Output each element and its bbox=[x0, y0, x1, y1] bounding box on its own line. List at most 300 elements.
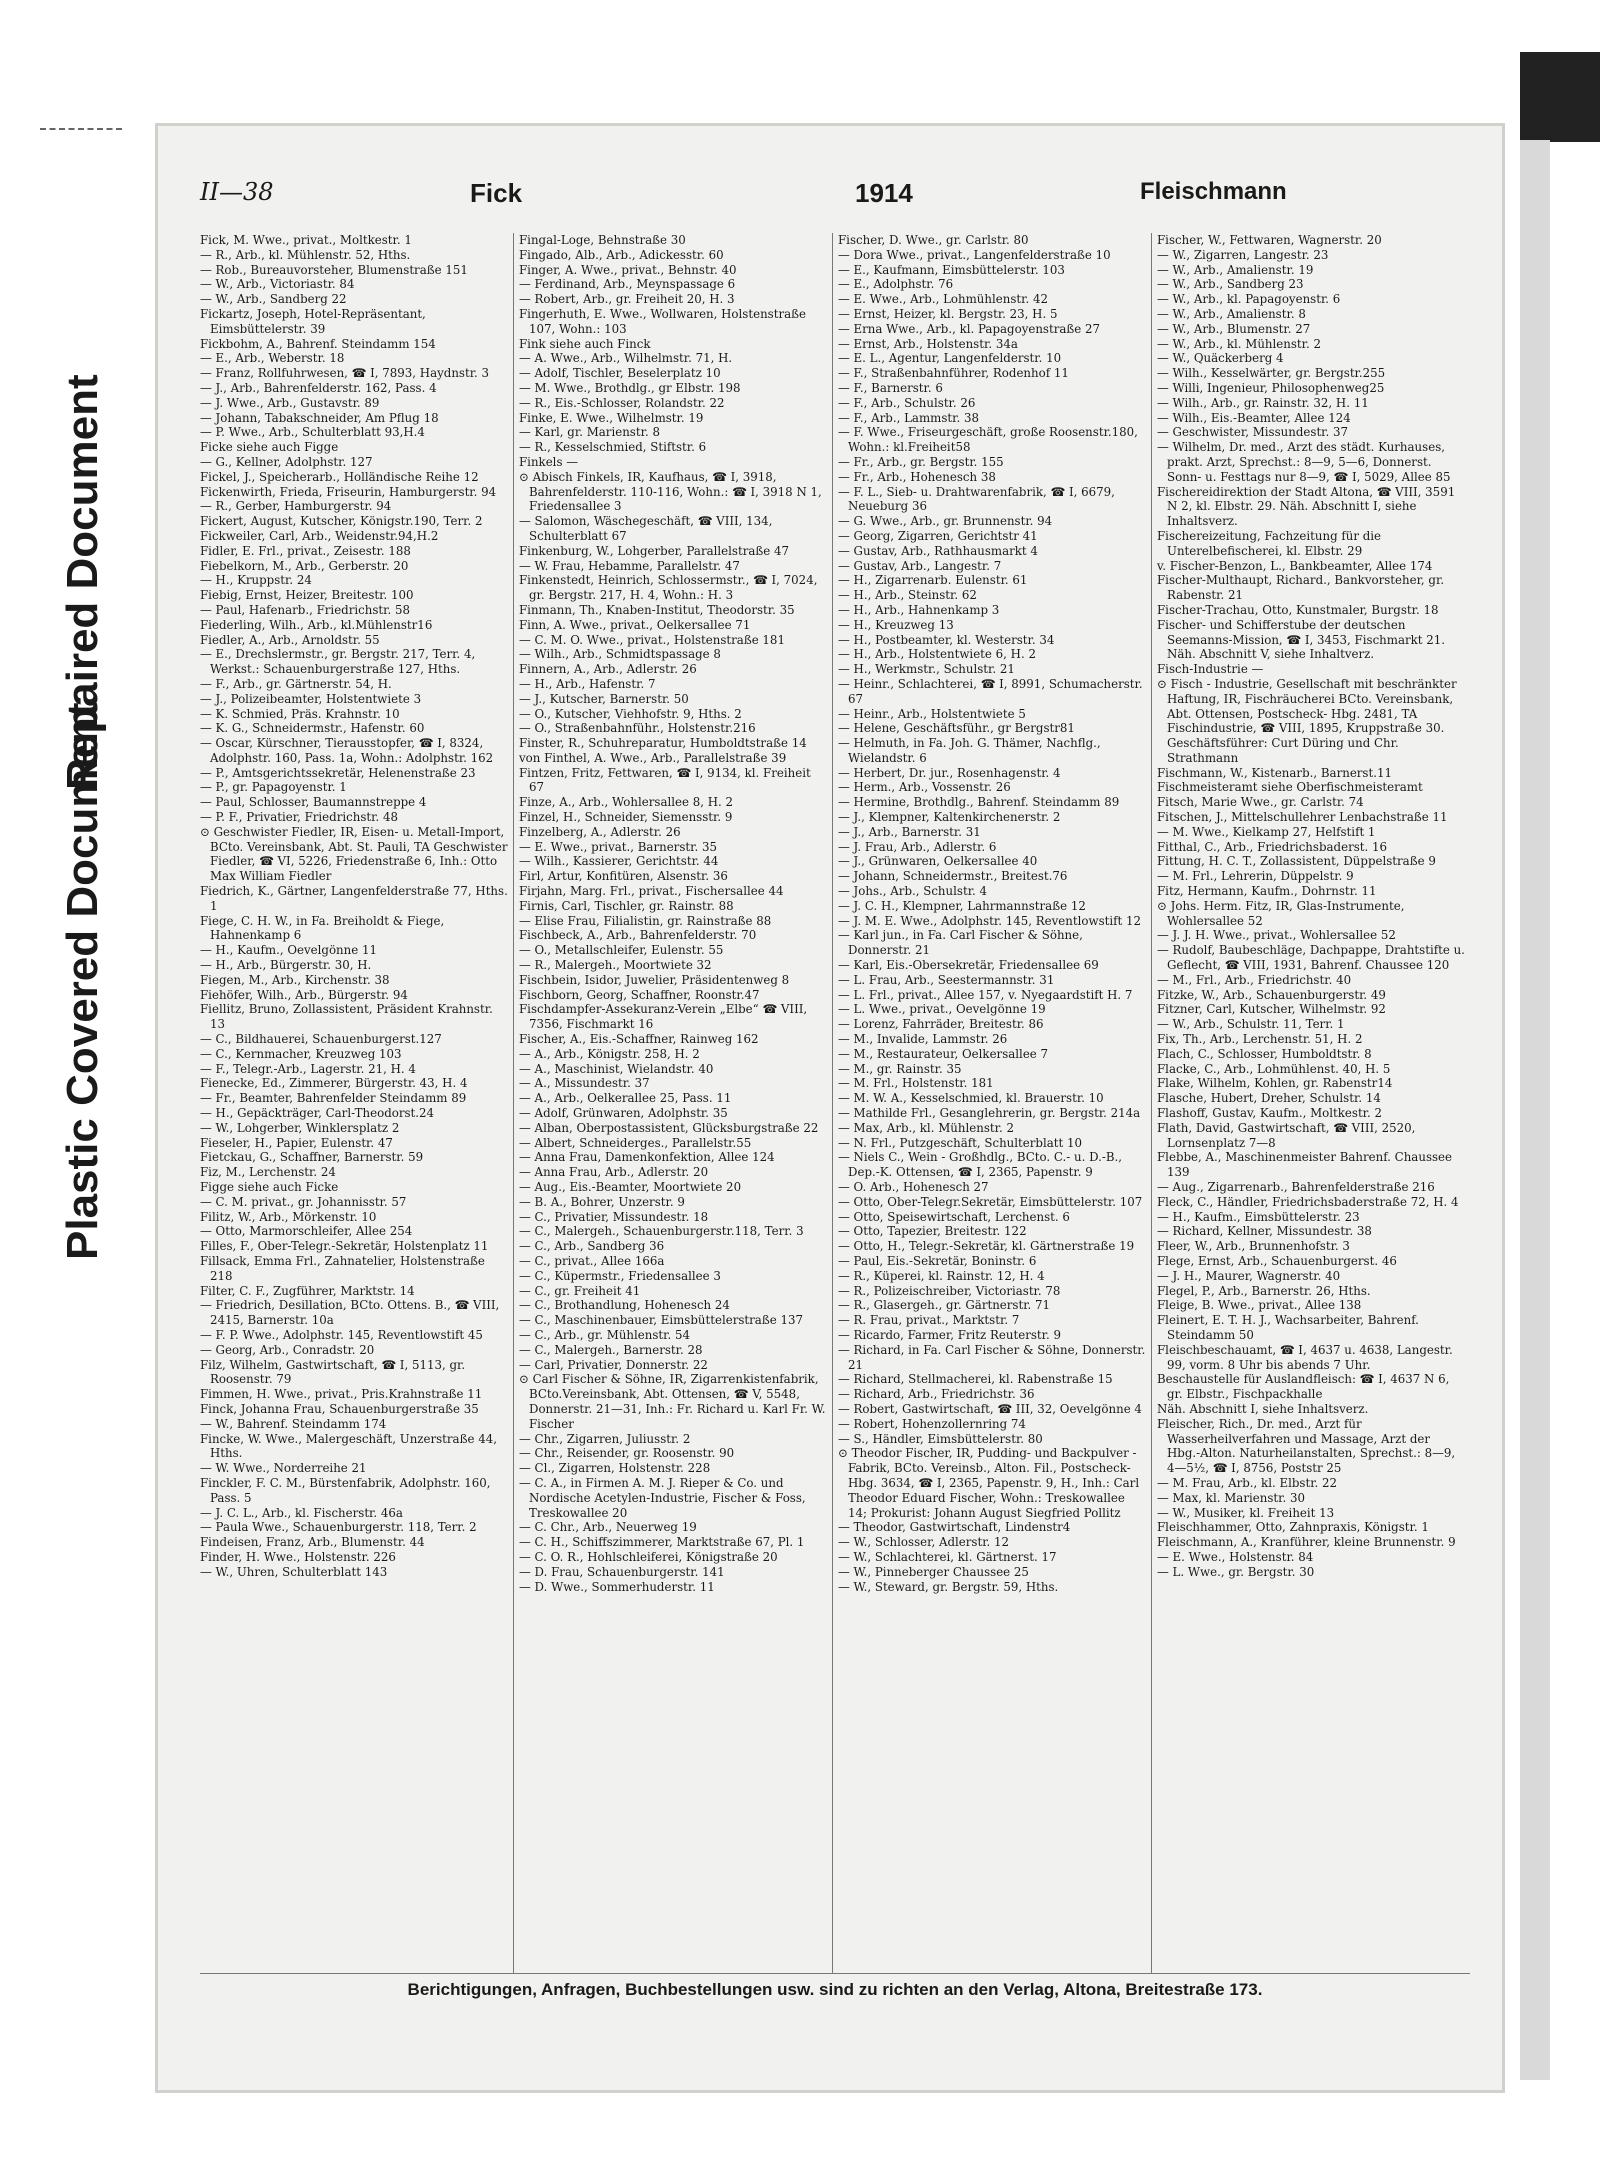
directory-entry: — C., Maschinenbauer, Eimsbüttelerstraße 137 bbox=[519, 1313, 803, 1328]
directory-entry: — Fr., Arb., gr. Bergstr. 155 bbox=[838, 454, 1004, 469]
directory-entry: — H., Gepäckträger, Carl-Theodorst.24 bbox=[200, 1106, 435, 1121]
directory-entry: — Lorenz, Fahrräder, Breitestr. 86 bbox=[838, 1017, 1044, 1032]
directory-entry: Flasche, Hubert, Dreher, Schulstr. 14 bbox=[1157, 1091, 1381, 1106]
directory-entry: — F., Arb., Schulstr. 26 bbox=[838, 395, 976, 410]
directory-entry: — Dora Wwe., privat., Langenfelderstraße 10 bbox=[838, 247, 1111, 262]
directory-entry: Finnern, A., Arb., Adlerstr. 26 bbox=[519, 662, 697, 677]
directory-entry: — C. M. privat., gr. Johannisstr. 57 bbox=[200, 1194, 407, 1209]
directory-entry: — C. O. R., Hohlschleiferei, Königstraße 20 bbox=[519, 1549, 778, 1564]
directory-entry: Finkels — bbox=[519, 454, 579, 469]
directory-entry: Finster, R., Schuhreparatur, Humboldtstraße 14 bbox=[519, 736, 807, 751]
directory-entry: Flacke, C., Arb., Lohmühlenst. 40, H. 5 bbox=[1157, 1061, 1391, 1076]
directory-entry: — Aug., Eis.-Beamter, Moortwiete 20 bbox=[519, 1180, 742, 1194]
directory-entry: — W., Arb., Sandberg 23 bbox=[1157, 277, 1304, 292]
directory-entry: — M., Restaurateur, Oelkersallee 7 bbox=[838, 1046, 1049, 1061]
directory-entry: Fischmeisteramt siehe Oberfischmeisteramt bbox=[1157, 780, 1423, 795]
directory-entry: — F., Straßenbahnführer, Rodenhof 11 bbox=[838, 366, 1069, 381]
directory-entry: — Mathilde Frl., Gesanglehrerin, gr. Bergstr. 214a bbox=[838, 1106, 1141, 1121]
directory-entry: — Ernst, Arb., Holstenstr. 34a bbox=[838, 336, 1018, 351]
directory-entry: — M. W. A., Kesselschmied, kl. Brauerstr. 10 bbox=[838, 1091, 1104, 1106]
directory-entry: Fischmann, W., Kistenarb., Barnerst.11 bbox=[1157, 765, 1392, 780]
directory-entry: — P., Amtsgerichtssekretär, Helenenstraße 23 bbox=[200, 765, 476, 780]
directory-entry: — M. Frl., Lehrerin, Düppelstr. 9 bbox=[1157, 869, 1354, 884]
directory-entry: — Albert, Schneiderges., Parallelstr.55 bbox=[519, 1135, 752, 1150]
directory-entry: Fincke, W. Wwe., Malergeschäft, Unzerstraße 44, Hths. bbox=[200, 1431, 497, 1461]
directory-entry: — F., Arb., Lammstr. 38 bbox=[838, 410, 979, 425]
directory-entry: Fieseler, H., Papier, Eulenstr. 47 bbox=[200, 1135, 393, 1150]
directory-entry: — J. J. H. Wwe., privat., Wohlersallee 52 bbox=[1157, 928, 1396, 943]
directory-entry: — H., Kreuzweg 13 bbox=[838, 617, 954, 632]
directory-entry: Fiebelkorn, M., Arb., Gerberstr. 20 bbox=[200, 558, 409, 573]
directory-entry: — Paula Wwe., Schauenburgerstr. 118, Terr. 2 bbox=[200, 1520, 477, 1535]
directory-entry: — M., Invalide, Lammstr. 26 bbox=[838, 1032, 1008, 1047]
directory-entry: — E., Adolphstr. 76 bbox=[838, 277, 954, 292]
column-1 bbox=[200, 233, 508, 1973]
directory-entry: Fingal-Loge, Behnstraße 30 bbox=[519, 233, 686, 247]
directory-entry: Flake, Wilhelm, Kohlen, gr. Rabenstr14 bbox=[1157, 1076, 1393, 1091]
directory-entry: — E., Drechslermstr., gr. Bergstr. 217, Terr. 4, Werkst.: Schauenburgerstraße 127, Hths. bbox=[200, 647, 476, 677]
directory-entry: Fitschen, J., Mittelschullehrer Lenbachstraße 11 bbox=[1157, 810, 1448, 825]
directory-entry: — Gustav, Arb., Langestr. 7 bbox=[838, 558, 1002, 573]
directory-entry: — Chr., Reisender, gr. Roosenstr. 90 bbox=[519, 1446, 735, 1461]
directory-entry: Fischer-Multhaupt, Richard., Bankvorsteher, gr. Rabenstr. 21 bbox=[1157, 573, 1445, 603]
directory-entry: Fiellitz, Bruno, Zollassistent, Präsident Krahnstr. 13 bbox=[200, 1002, 493, 1032]
directory-entry: — K. G., Schneidermstr., Hafenstr. 60 bbox=[200, 721, 425, 736]
directory-entry: — R., Kesselschmied, Stiftstr. 6 bbox=[519, 440, 707, 455]
directory-entry: — Wilh., Arb., gr. Rainstr. 32, H. 11 bbox=[1157, 395, 1369, 410]
directory-entry: — P. Wwe., Arb., Schulterblatt 93,H.4 bbox=[200, 425, 425, 440]
directory-entry: Fickel, J., Speicherarb., Holländische Reihe 12 bbox=[200, 469, 479, 484]
entry-columns bbox=[200, 233, 1470, 1973]
directory-entry: Fietckau, G., Schaffner, Barnerstr. 59 bbox=[200, 1150, 424, 1165]
directory-entry: — Otto, Speisewirtschaft, Lerchenst. 6 bbox=[838, 1209, 1070, 1224]
directory-entry: — Wilhelm, Dr. med., Arzt des städt. Kurhauses, prakt. Arzt, Sprechst.: 8—9, 5—6, Donnerst. Sonn- u. Festtags nur 8—9, ☎ I, 5029, Allee 85 bbox=[1157, 440, 1451, 484]
directory-entry: Finder, H. Wwe., Holstenstr. 226 bbox=[200, 1549, 396, 1564]
directory-entry: — C., Bildhauerei, Schauenburgerst.127 bbox=[200, 1032, 442, 1047]
directory-entry: — N. Frl., Putzgeschäft, Schulterblatt 10 bbox=[838, 1135, 1083, 1150]
directory-entry: — Elise Frau, Filialistin, gr. Rainstraße 88 bbox=[519, 913, 772, 928]
directory-entry: — C., Malergeh., Barnerstr. 28 bbox=[519, 1342, 703, 1357]
directory-entry: — A., Arb., Königstr. 258, H. 2 bbox=[519, 1046, 700, 1061]
directory-entry: — W., Musiker, kl. Freiheit 13 bbox=[1157, 1505, 1335, 1520]
directory-entry: — Wilh., Kassierer, Gerichtstr. 44 bbox=[519, 854, 719, 869]
directory-entry: — H., Werkmstr., Schulstr. 21 bbox=[838, 662, 1015, 677]
directory-entry: — W., Bahrenf. Steindamm 174 bbox=[200, 1416, 387, 1431]
directory-entry: Fickbohm, A., Bahrenf. Steindamm 154 bbox=[200, 336, 436, 351]
directory-entry: Fiege, C. H. W., in Fa. Breiholdt & Fiege, Hahnenkamp 6 bbox=[200, 913, 445, 943]
directory-entry: Finke, E. Wwe., Wilhelmstr. 19 bbox=[519, 410, 704, 425]
directory-entry: — Richard, Kellner, Missundestr. 38 bbox=[1157, 1224, 1372, 1239]
directory-entry: — M., gr. Rainstr. 35 bbox=[838, 1061, 962, 1076]
directory-entry: — J. H., Maurer, Wagnerstr. 40 bbox=[1157, 1268, 1341, 1283]
plastic-covered-label: Plastic Covered Document bbox=[58, 702, 107, 1260]
directory-entry: — Wilh., Eis.-Beamter, Allee 124 bbox=[1157, 410, 1351, 425]
directory-entry: Finger, A. Wwe., privat., Behnstr. 40 bbox=[519, 262, 737, 277]
directory-entry: Flebbe, A., Maschinenmeister Bahrenf. Chaussee 139 bbox=[1157, 1150, 1453, 1180]
directory-entry: — L. Wwe., gr. Bergstr. 30 bbox=[1157, 1564, 1315, 1579]
directory-entry: Firnis, Carl, Tischler, gr. Rainstr. 88 bbox=[519, 898, 734, 913]
directory-entry: Flege, Ernst, Arb., Schauenburgerst. 46 bbox=[1157, 1253, 1397, 1268]
directory-entry: Filter, C. F., Zugführer, Marktstr. 14 bbox=[200, 1283, 415, 1298]
directory-entry: ⊙ Abisch Finkels, IR, Kaufhaus, ☎ I, 3918, Bahrenfelderstr. 110-116, Wohn.: ☎ I, 3918 N 1, Friedensallee 3 bbox=[519, 469, 822, 514]
directory-entry: — W., Arb., Schulstr. 11, Terr. 1 bbox=[1157, 1017, 1345, 1032]
directory-entry: — Adolf, Grünwaren, Adolphstr. 35 bbox=[519, 1106, 728, 1121]
directory-entry: Firl, Artur, Konfitüren, Alsenstr. 36 bbox=[519, 869, 728, 884]
directory-entry: Fiederling, Wilh., Arb., kl.Mühlenstr16 bbox=[200, 617, 433, 632]
directory-entry: — Max, kl. Marienstr. 30 bbox=[1157, 1490, 1305, 1505]
directory-entry: — W., Arb., kl. Mühlenstr. 2 bbox=[1157, 336, 1322, 351]
directory-entry: ⊙ Geschwister Fiedler, IR, Eisen- u. Metall-Import, BCto. Vereinsbank, Abt. St. Pauli, TA Geschwister Fiedler, ☎ VI, 5226, Friedenstraße 6, Inh.: Otto Max William Fiedler bbox=[200, 824, 508, 884]
directory-entry: — O., Metallschleifer, Eulenstr. 55 bbox=[519, 943, 724, 958]
directory-entry: — E. Wwe., Arb., Lohmühlenstr. 42 bbox=[838, 292, 1048, 307]
directory-entry: — E. Wwe., Holstenstr. 84 bbox=[1157, 1549, 1314, 1564]
directory-entry: — D. Wwe., Sommerhuderstr. 11 bbox=[519, 1579, 715, 1594]
directory-entry: — Theodor, Gastwirtschaft, Lindenstr4 bbox=[838, 1520, 1071, 1535]
scan-edge-block bbox=[1520, 52, 1600, 142]
directory-entry: Fickweiler, Carl, Arb., Weidenstr.94,H.2 bbox=[200, 528, 439, 543]
directory-entry: — E., Arb., Weberstr. 18 bbox=[200, 351, 345, 366]
directory-entry: — Willi, Ingenieur, Philosophenweg25 bbox=[1157, 380, 1385, 395]
directory-entry: Finck, Johanna Frau, Schauenburgerstraße 35 bbox=[200, 1401, 479, 1416]
directory-entry: — Georg, Zigarren, Gerichtstr 41 bbox=[838, 528, 1038, 543]
directory-entry: von Finthel, A. Wwe., Arb., Parallelstraße 39 bbox=[519, 750, 787, 765]
directory-entry: — Carl, Privatier, Donnerstr. 22 bbox=[519, 1357, 708, 1372]
directory-entry: — P., gr. Papagoyenstr. 1 bbox=[200, 780, 347, 795]
directory-entry: Fleischhammer, Otto, Zahnpraxis, Königstr. 1 bbox=[1157, 1520, 1429, 1535]
directory-entry: — Johann, Tabakschneider, Am Pflug 18 bbox=[200, 410, 439, 425]
directory-entry: — H., Arb., Hahnenkamp 3 bbox=[838, 602, 1000, 617]
directory-entry: — C., privat., Allee 166a bbox=[519, 1253, 665, 1268]
directory-entry: Finckler, F. C. M., Bürstenfabrik, Adolphstr. 160, Pass. 5 bbox=[200, 1475, 491, 1505]
directory-entry: Fleischbeschauamt, ☎ I, 4637 u. 4638, Langestr. 99, vorm. 8 Uhr bis abends 7 Uhr. bbox=[1157, 1342, 1453, 1372]
directory-entry: — J., Grünwaren, Oelkersallee 40 bbox=[838, 854, 1038, 869]
directory-entry: Fiehöfer, Wilh., Arb., Bürgerstr. 94 bbox=[200, 987, 408, 1002]
directory-entry: — Franz, Rollfuhrwesen, ☎ I, 7893, Haydnstr. 3 bbox=[200, 366, 490, 381]
directory-entry: — M., Frl., Arb., Friedrichstr. 40 bbox=[1157, 972, 1352, 987]
directory-entry: Fick, M. Wwe., privat., Moltkestr. 1 bbox=[200, 233, 412, 247]
directory-entry: Fiebig, Ernst, Heizer, Breitestr. 100 bbox=[200, 588, 414, 603]
directory-entry: Findeisen, Franz, Arb., Blumenstr. 44 bbox=[200, 1535, 425, 1550]
directory-entry: Flach, C., Schlosser, Humboldtstr. 8 bbox=[1157, 1046, 1372, 1061]
directory-entry: — Geschwister, Missundestr. 37 bbox=[1157, 425, 1349, 440]
directory-entry: Finmann, Th., Knaben-Institut, Theodorstr. 35 bbox=[519, 602, 795, 617]
directory-entry: — Karl, Eis.-Obersekretär, Friedensallee 69 bbox=[838, 958, 1099, 973]
directory-entry: — R., Küperei, kl. Rainstr. 12, H. 4 bbox=[838, 1268, 1045, 1283]
directory-entry: — F., Arb., gr. Gärtnerstr. 54, H. bbox=[200, 676, 392, 691]
directory-entry: Firjahn, Marg. Frl., privat., Fischersallee 44 bbox=[519, 884, 784, 899]
directory-entry: — Johs., Arb., Schulstr. 4 bbox=[838, 884, 988, 899]
directory-entry: — W., Arb., Victoriastr. 84 bbox=[200, 277, 355, 292]
directory-entry: — Max, Arb., kl. Mühlenstr. 2 bbox=[838, 1120, 1014, 1135]
directory-entry: — W., Arb., Blumenstr. 27 bbox=[1157, 321, 1311, 336]
directory-entry: — F., Barnerstr. 6 bbox=[838, 380, 943, 395]
directory-entry: — C., Küpermstr., Friedensallee 3 bbox=[519, 1268, 721, 1283]
directory-entry: — Richard, in Fa. Carl Fischer & Söhne, Donnerstr. 21 bbox=[838, 1342, 1146, 1372]
directory-entry: Fingado, Alb., Arb., Adickesstr. 60 bbox=[519, 247, 724, 262]
directory-entry: — Gustav, Arb., Rathhausmarkt 4 bbox=[838, 543, 1038, 558]
directory-entry: Flath, David, Gastwirtschaft, ☎ VIII, 2520, Lornsenplatz 7—8 bbox=[1157, 1120, 1416, 1150]
directory-entry: ⊙ Carl Fischer & Söhne, IR, Zigarrenkistenfabrik, BCto.Vereinsbank, Abt. Ottensen, ☎ V, 5548, Donnerstr. 21—31, Inh.: Fr. Richard u. Karl Fr. W. Fischer bbox=[519, 1372, 826, 1431]
directory-entry: — Paul, Eis.-Sekretär, Boninstr. 6 bbox=[838, 1253, 1037, 1268]
directory-entry: — M. Wwe., Brothdlg., gr Elbstr. 198 bbox=[519, 380, 741, 395]
directory-entry: Fitz, Hermann, Kaufm., Dohrnstr. 11 bbox=[1157, 884, 1377, 899]
directory-entry: — Alban, Oberpostassistent, Glücksburgstraße 22 bbox=[519, 1120, 819, 1135]
directory-entry: — K. Schmied, Präs. Krahnstr. 10 bbox=[200, 706, 400, 721]
directory-entry: — Ferdinand, Arb., Meynspassage 6 bbox=[519, 277, 736, 292]
directory-entry: — Aug., Zigarrenarb., Bahrenfelderstraße 216 bbox=[1157, 1180, 1435, 1194]
directory-entry: — H., Kruppstr. 24 bbox=[200, 573, 312, 588]
directory-entry: — O. Arb., Hohenesch 27 bbox=[838, 1180, 989, 1194]
directory-entry: — L. Frl., privat., Allee 157, v. Nyegaardstift H. 7 bbox=[838, 987, 1133, 1002]
directory-entry: — J. Wwe., Arb., Gustavstr. 89 bbox=[200, 395, 380, 410]
directory-entry: — Herbert, Dr. jur., Rosenhagenstr. 4 bbox=[838, 765, 1061, 780]
directory-entry: — F., Telegr.-Arb., Lagerstr. 21, H. 4 bbox=[200, 1061, 416, 1076]
directory-entry: Fischer, A., Eis.-Schaffner, Rainweg 162 bbox=[519, 1032, 759, 1047]
directory-entry: — M. Frau, Arb., kl. Elbstr. 22 bbox=[1157, 1475, 1338, 1490]
directory-entry: — Friedrich, Desillation, BCto. Ottens. B., ☎ VIII, 2415, Barnerstr. 10a bbox=[200, 1298, 500, 1328]
directory-entry: — L. Frau, Arb., Seestermannstr. 31 bbox=[838, 972, 1055, 987]
directory-entry: — F. P. Wwe., Adolphstr. 145, Reventlowstift 45 bbox=[200, 1327, 483, 1342]
directory-entry: — Otto, Marmorschleifer, Allee 254 bbox=[200, 1224, 413, 1239]
directory-entry: — Salomon, Wäschegeschäft, ☎ VIII, 134, Schulterblatt 67 bbox=[519, 514, 773, 543]
directory-entry: — C. Chr., Arb., Neuerweg 19 bbox=[519, 1520, 697, 1535]
column-4 bbox=[1157, 233, 1465, 1973]
directory-entry: — S., Händler, Eimsbüttelerstr. 80 bbox=[838, 1431, 1043, 1446]
directory-entry: Fickartz, Joseph, Hotel-Repräsentant, Eimsbüttelerstr. 39 bbox=[200, 306, 426, 336]
directory-entry: — G. Wwe., Arb., gr. Brunnenstr. 94 bbox=[838, 514, 1053, 529]
directory-entry: — W., Lohgerber, Winklersplatz 2 bbox=[200, 1120, 400, 1135]
directory-entry: Fitthal, C., Arb., Friedrichsbaderst. 16 bbox=[1157, 839, 1388, 854]
directory-entry: — Helmuth, in Fa. Joh. G. Thämer, Nachflg., Wielandstr. 6 bbox=[838, 736, 1101, 765]
directory-entry: — J. C. H., Klempner, Lahrmannstraße 12 bbox=[838, 898, 1086, 913]
directory-entry: — Oscar, Kürschner, Tierausstopfer, ☎ I, 8324, Adolphstr. 160, Pass. 1a, Wohn.: Adolphstr. 162 bbox=[200, 736, 494, 765]
directory-entry: — C., Brothandlung, Hohenesch 24 bbox=[519, 1298, 730, 1313]
column-divider bbox=[1151, 233, 1152, 1973]
directory-entry: — R., Gerber, Hamburgerstr. 94 bbox=[200, 499, 392, 514]
directory-entry: — G., Kellner, Adolphstr. 127 bbox=[200, 454, 373, 469]
directory-entry: — W., Arb., Amalienstr. 19 bbox=[1157, 262, 1314, 277]
directory-entry: — Robert, Hohenzollernring 74 bbox=[838, 1416, 1026, 1431]
column-divider bbox=[832, 233, 833, 1973]
directory-entry: — J. C. L., Arb., kl. Fischerstr. 46a bbox=[200, 1505, 403, 1520]
directory-entry: — Wilh., Arb., Schmidtspassage 8 bbox=[519, 647, 721, 662]
directory-entry: Fischer, D. Wwe., gr. Carlstr. 80 bbox=[838, 233, 1029, 247]
directory-entry: — W., Steward, gr. Bergstr. 59, Hths. bbox=[838, 1579, 1059, 1594]
directory-entry: — A., Missundestr. 37 bbox=[519, 1076, 650, 1091]
directory-entry: — J., Arb., Bahrenfelderstr. 162, Pass. 4 bbox=[200, 380, 437, 395]
directory-entry: — H., Arb., Steinstr. 62 bbox=[838, 588, 977, 603]
directory-entry: Näh. Abschnitt I, siehe Inhaltsverz. bbox=[1157, 1401, 1369, 1416]
directory-entry: — A., Maschinist, Wielandstr. 40 bbox=[519, 1061, 714, 1076]
directory-entry: Fischdampfer-Assekuranz-Verein „Elbe“ ☎ VIII, 7356, Fischmarkt 16 bbox=[519, 1002, 808, 1032]
directory-entry: Fickenwirth, Frieda, Friseurin, Hamburgerstr. 94 bbox=[200, 484, 497, 499]
directory-entry: — W., Uhren, Schulterblatt 143 bbox=[200, 1564, 388, 1579]
column-3 bbox=[838, 233, 1146, 1973]
directory-entry: v. Fischer-Benzon, L., Bankbeamter, Allee 174 bbox=[1157, 558, 1433, 573]
directory-entry: — R., Eis.-Schlosser, Rolandstr. 22 bbox=[519, 395, 725, 410]
directory-entry: — Robert, Arb., gr. Freiheit 20, H. 3 bbox=[519, 292, 735, 307]
directory-entry: Fischbeck, A., Arb., Bahrenfelderstr. 70 bbox=[519, 928, 757, 943]
directory-entry: Figge siehe auch Ficke bbox=[200, 1180, 339, 1194]
directory-entry: Fleige, B. Wwe., privat., Allee 138 bbox=[1157, 1298, 1362, 1313]
directory-entry: Fleischmann, A., Kranführer, kleine Brunnenstr. 9 bbox=[1157, 1535, 1456, 1550]
directory-entry: Fiz, M., Lerchenstr. 24 bbox=[200, 1165, 336, 1180]
directory-entry: — C., Kernmacher, Kreuzweg 103 bbox=[200, 1046, 402, 1061]
directory-entry: — J. M. E. Wwe., Adolphstr. 145, Reventlowstift 12 bbox=[838, 913, 1142, 928]
directory-entry: — W., Arb., kl. Papagoyenstr. 6 bbox=[1157, 292, 1341, 307]
directory-entry: — A. Wwe., Arb., Wilhelmstr. 71, H. bbox=[519, 351, 733, 366]
directory-entry: — R. Frau, privat., Marktstr. 7 bbox=[838, 1313, 1020, 1328]
directory-entry: — R., Glasergeh., gr. Gärtnerstr. 71 bbox=[838, 1298, 1051, 1313]
directory-entry: Fix, Th., Arb., Lerchenstr. 51, H. 2 bbox=[1157, 1032, 1363, 1047]
directory-entry: Fischereidirektion der Stadt Altona, ☎ VIII, 3591 N 2, kl. Elbstr. 29. Näh. Abschnitt I, siehe Inhaltsverz. bbox=[1157, 484, 1456, 529]
directory-entry: Fitzke, W., Arb., Schauenburgerstr. 49 bbox=[1157, 987, 1386, 1002]
directory-entry: Fittung, H. C. T., Zollassistent, Düppelstraße 9 bbox=[1157, 854, 1436, 869]
directory-entry: — Wilh., Kesselwärter, gr. Bergstr.255 bbox=[1157, 366, 1386, 381]
directory-entry: Fingerhuth, E. Wwe., Wollwaren, Holstenstraße 107, Wohn.: 103 bbox=[519, 306, 807, 336]
directory-entry: — B. A., Bohrer, Unzerstr. 9 bbox=[519, 1194, 685, 1209]
directory-entry: — H., Arb., Bürgerstr. 30, H. bbox=[200, 958, 372, 973]
directory-entry: — Chr., Zigarren, Juliusstr. 2 bbox=[519, 1431, 691, 1446]
directory-entry: — Helene, Geschäftsführ., gr Bergstr81 bbox=[838, 721, 1075, 736]
directory-entry: Ficke siehe auch Figge bbox=[200, 440, 339, 455]
directory-entry: — W., Schlosser, Adlerstr. 12 bbox=[838, 1535, 1010, 1550]
directory-entry: — Karl, gr. Marienstr. 8 bbox=[519, 425, 660, 440]
directory-entry: Fillsack, Emma Frl., Zahnatelier, Holstenstraße 218 bbox=[200, 1253, 485, 1283]
directory-entry: — C. H., Schiffszimmerer, Marktstraße 67, Pl. 1 bbox=[519, 1535, 805, 1550]
directory-entry: — H., Postbeamter, kl. Westerstr. 34 bbox=[838, 632, 1055, 647]
directory-entry: — J., Kutscher, Barnerstr. 50 bbox=[519, 691, 689, 706]
directory-entry: — A., Arb., Oelkerallee 25, Pass. 11 bbox=[519, 1091, 732, 1106]
directory-entry: — O., Straßenbahnführ., Holstenstr.216 bbox=[519, 721, 756, 736]
directory-entry: — H., Arb., Hafenstr. 7 bbox=[519, 676, 656, 691]
publisher-notice: Berichtigungen, Anfragen, Buchbestellungen usw. sind zu richten an den Verlag, Altona, Breitestraße 173. bbox=[407, 1980, 1263, 1999]
directory-entry: — C. A., in Firmen A. M. J. Rieper & Co. und Nordische Acetylen-Industrie, Fischer & Foss, Treskowallee 20 bbox=[519, 1475, 806, 1520]
directory-entry: — W., Arb., Amalienstr. 8 bbox=[1157, 306, 1306, 321]
directory-entry: — W., Quäckerberg 4 bbox=[1157, 351, 1284, 366]
directory-entry: — Paul, Hafenarb., Friedrichstr. 58 bbox=[200, 602, 410, 617]
directory-entry: — E. Wwe., privat., Barnerstr. 35 bbox=[519, 839, 717, 854]
directory-entry: — J., Polizeibeamter, Holstentwiete 3 bbox=[200, 691, 422, 706]
scan-margin-dashes bbox=[40, 128, 122, 130]
footer-rule bbox=[200, 1973, 1470, 1974]
directory-entry: Fleck, C., Händler, Friedrichsbaderstraße 72, H. 4 bbox=[1157, 1194, 1459, 1209]
left-running-head: Fick bbox=[470, 178, 523, 208]
directory-entry: ⊙ Johs. Herm. Fitz, IR, Glas-Instrumente, Wohlersallee 52 bbox=[1157, 898, 1405, 928]
directory-entry: Fleinert, E. T. H. J., Wachsarbeiter, Bahrenf. Steindamm 50 bbox=[1157, 1313, 1419, 1342]
directory-entry: Fimmen, H. Wwe., privat., Pris.Krahnstraße 11 bbox=[200, 1387, 483, 1402]
directory-entry: — O., Kutscher, Viehhofstr. 9, Hths. 2 bbox=[519, 706, 742, 721]
directory-entry: — W., Pinneberger Chaussee 25 bbox=[838, 1564, 1029, 1579]
directory-entry: — C., Malergeh., Schauenburgerstr.118, Terr. 3 bbox=[519, 1224, 804, 1239]
directory-entry: Fischer-Trachau, Otto, Kunstmaler, Burgstr. 18 bbox=[1157, 602, 1439, 617]
directory-entry: — M. Frl., Holstenstr. 181 bbox=[838, 1076, 994, 1091]
directory-entry: Fisch-Industrie — bbox=[1157, 662, 1264, 677]
directory-entry: — J., Arb., Barnerstr. 31 bbox=[838, 824, 981, 839]
directory-entry: Finzelberg, A., Adlerstr. 26 bbox=[519, 824, 681, 839]
page-number: II—38 bbox=[200, 178, 274, 206]
directory-entry: — Ernst, Heizer, kl. Bergstr. 23, H. 5 bbox=[838, 306, 1058, 321]
directory-entry: Filz, Wilhelm, Gastwirtschaft, ☎ I, 5113, gr. Roosenstr. 79 bbox=[200, 1357, 466, 1387]
directory-entry: Flegel, P., Arb., Barnerstr. 26, Hths. bbox=[1157, 1283, 1371, 1298]
directory-entry: Fitsch, Marie Wwe., gr. Carlstr. 74 bbox=[1157, 795, 1364, 810]
directory-entry: Finze, A., Arb., Wohlersallee 8, H. 2 bbox=[519, 795, 734, 810]
directory-entry: — H., Kaufm., Oevelgönne 11 bbox=[200, 943, 377, 958]
directory-entry: — J. Frau, Arb., Adlerstr. 6 bbox=[838, 839, 997, 854]
directory-entry: — Anna Frau, Arb., Adlerstr. 20 bbox=[519, 1165, 709, 1180]
directory-entry: Fischer, W., Fettwaren, Wagnerstr. 20 bbox=[1157, 233, 1382, 247]
scan-edge-strip bbox=[1520, 140, 1550, 2080]
directory-entry: — H., Arb., Holstentwiete 6, H. 2 bbox=[838, 647, 1036, 662]
directory-entry: — Fr., Arb., Hohenesch 38 bbox=[838, 469, 996, 484]
directory-entry: — Cl., Zigarren, Holstenstr. 228 bbox=[519, 1461, 711, 1476]
directory-entry: — C., Arb., Sandberg 36 bbox=[519, 1239, 665, 1254]
directory-entry: Finkenburg, W., Lohgerber, Parallelstraße 47 bbox=[519, 543, 790, 558]
directory-entry: — H., Zigarrenarb. Eulenstr. 61 bbox=[838, 573, 1028, 588]
directory-entry: Filles, F., Ober-Telegr.-Sekretär, Holstenplatz 11 bbox=[200, 1239, 489, 1254]
directory-entry: Fiedler, A., Arb., Arnoldstr. 55 bbox=[200, 632, 380, 647]
directory-entry: — Richard, Arb., Friedrichstr. 36 bbox=[838, 1387, 1035, 1402]
directory-entry: — W., Zigarren, Langestr. 23 bbox=[1157, 247, 1329, 262]
directory-entry: — Niels C., Wein - Großhdlg., BCto. C.- u. D.-B., Dep.-K. Ottensen, ☎ I, 2365, Papenstr. 9 bbox=[838, 1150, 1123, 1180]
directory-entry: — F. Wwe., Friseurgeschäft, große Roosenstr.180, Wohn.: kl.Freiheit58 bbox=[838, 425, 1138, 455]
directory-entry: — R., Polizeischreiber, Victoriastr. 78 bbox=[838, 1283, 1061, 1298]
directory-entry: ⊙ Theodor Fischer, IR, Pudding- und Backpulver - Fabrik, BCto. Vereinsb., Alton. Fil., Postscheck- Hbg. 3634, ☎ I, 2365, Papenstr. 9, H., Inh.: Carl Theodor Eduard Fischer, Wohn.: Treskowallee 14; Prokurist: Johann August Siegfried Pollitz bbox=[838, 1446, 1140, 1520]
directory-entry: — L. Wwe., privat., Oevelgönne 19 bbox=[838, 1002, 1046, 1017]
directory-entry: — H., Kaufm., Eimsbüttelerstr. 23 bbox=[1157, 1209, 1360, 1224]
directory-entry: — M. Wwe., Kielkamp 27, Helfstift 1 bbox=[1157, 824, 1376, 839]
column-2 bbox=[519, 233, 827, 1973]
directory-entry: Finn, A. Wwe., privat., Oelkersallee 71 bbox=[519, 617, 751, 632]
directory-entry: Finkenstedt, Heinrich, Schlossermstr., ☎ I, 7024, gr. Bergstr. 217, H. 4, Wohn.: H. 3 bbox=[519, 573, 818, 603]
directory-entry: — Heinr., Schlachterei, ☎ I, 8991, Schumacherstr. 67 bbox=[838, 676, 1143, 706]
directory-entry: — Karl jun., in Fa. Carl Fischer & Söhne, Donnerstr. 21 bbox=[838, 928, 1083, 958]
directory-entry: — C. M. O. Wwe., privat., Holstenstraße 181 bbox=[519, 632, 785, 647]
directory-entry: ⊙ Fisch - Industrie, Gesellschaft mit beschränkter Haftung, IR, Fischräucherei BCto. Vereinsbank, Abt. Ottensen, Postscheck- Hbg. 2481, TA Fischindustrie, ☎ VIII, 1895, Kruppstraße 30. Geschäftsführer: Curt Düring und Chr. Strathmann bbox=[1157, 676, 1457, 765]
page-header bbox=[200, 178, 1470, 218]
directory-entry: Fiedrich, K., Gärtner, Langenfelderstraße 77, Hths. 1 bbox=[200, 884, 508, 913]
directory-entry: — Rob., Bureauvorsteher, Blumenstraße 151 bbox=[200, 262, 468, 277]
year-heading: 1914 bbox=[855, 178, 913, 208]
directory-entry: — Fr., Beamter, Bahrenfelder Steindamm 89 bbox=[200, 1091, 467, 1106]
directory-entry: — Erna Wwe., Arb., kl. Papagoyenstraße 27 bbox=[838, 321, 1101, 336]
directory-entry: Fleischer, Rich., Dr. med., Arzt für Wasserheilverfahren und Massage, Arzt der Hbg.-Alton. Naturheilanstalten, Sprechst.: 8—9, 4—5½, ☎ I, 8756, Poststr 25 bbox=[1157, 1416, 1456, 1476]
directory-entry: — W., Arb., Sandberg 22 bbox=[200, 292, 347, 307]
directory-entry: — Anna Frau, Damenkonfektion, Allee 124 bbox=[519, 1150, 775, 1165]
directory-entry: — Otto, Tapezier, Breitestr. 122 bbox=[838, 1224, 1027, 1239]
directory-entry: — Otto, H., Telegr.-Sekretär, kl. Gärtnerstraße 19 bbox=[838, 1239, 1135, 1254]
directory-entry: — Ricardo, Farmer, Fritz Reuterstr. 9 bbox=[838, 1327, 1061, 1342]
directory-entry: Finzel, H., Schneider, Siemensstr. 9 bbox=[519, 810, 733, 825]
directory-entry: Fidler, E. Frl., privat., Zeisestr. 188 bbox=[200, 543, 411, 558]
directory-entry: — P. F., Privatier, Friedrichstr. 48 bbox=[200, 810, 398, 825]
directory-entry: Fleer, W., Arb., Brunnenhofstr. 3 bbox=[1157, 1239, 1350, 1254]
directory-entry: Fink siehe auch Finck bbox=[519, 336, 651, 351]
directory-entry: — C., Arb., gr. Mühlenstr. 54 bbox=[519, 1327, 691, 1342]
directory-entry: — Richard, Stellmacherei, kl. Rabenstraße 15 bbox=[838, 1372, 1113, 1387]
directory-entry: — C., gr. Freiheit 41 bbox=[519, 1283, 641, 1298]
directory-entry: Fienecke, Ed., Zimmerer, Bürgerstr. 43, H. 4 bbox=[200, 1076, 468, 1091]
directory-entry: — Otto, Ober-Telegr.Sekretär, Eimsbüttelerstr. 107 bbox=[838, 1194, 1143, 1209]
directory-entry: — Robert, Gastwirtschaft, ☎ III, 32, Oevelgönne 4 bbox=[838, 1401, 1142, 1416]
directory-entry: — C., Privatier, Missundestr. 18 bbox=[519, 1209, 709, 1224]
directory-entry: Flashoff, Gustav, Kaufm., Moltkestr. 2 bbox=[1157, 1106, 1383, 1121]
directory-entry: — Hermine, Brothdlg., Bahrenf. Steindamm 89 bbox=[838, 795, 1120, 810]
directory-entry: Filitz, W., Arb., Mörkenstr. 10 bbox=[200, 1209, 377, 1224]
directory-entry: — Paul, Schlosser, Baumannstreppe 4 bbox=[200, 795, 427, 810]
directory-entry: — Georg, Arb., Conradstr. 20 bbox=[200, 1342, 375, 1357]
directory-entry: Beschaustelle für Auslandfleisch: ☎ I, 4637 N 6, gr. Elbstr., Fischpackhalle bbox=[1157, 1372, 1450, 1402]
